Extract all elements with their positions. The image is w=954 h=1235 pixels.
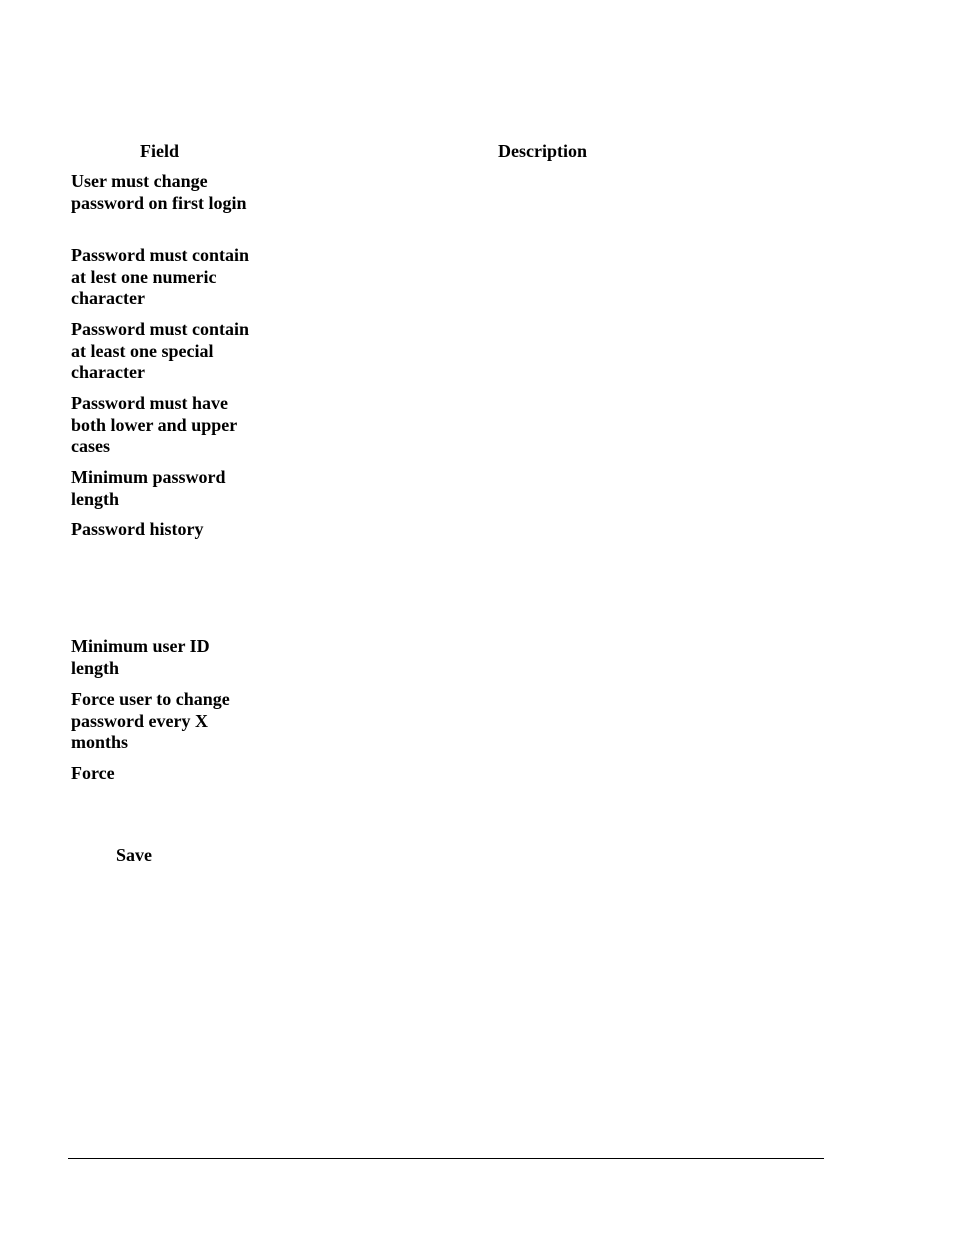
column-header-field: Field <box>140 141 179 161</box>
field-label-password-history: Password history <box>71 519 204 539</box>
field-label-minimum-user-id-length: Minimum user ID length <box>71 636 210 678</box>
field-label-change-password-first-login: User must change password on first login <box>71 171 247 213</box>
field-label-special-character: Password must contain at least one special character <box>71 319 250 382</box>
footer-divider <box>68 1158 824 1159</box>
field-label-lower-upper-cases: Password must have both lower and upper cases <box>71 393 237 456</box>
field-label-force-password-change-months: Force user to change password every X months <box>71 689 230 752</box>
field-label-minimum-password-length: Minimum password length <box>71 467 226 509</box>
field-label-numeric-character: Password must contain at lest one numeric character <box>71 245 250 308</box>
column-header-description: Description <box>498 141 587 161</box>
field-label-force: Force <box>71 763 115 783</box>
save-button[interactable]: Save <box>116 845 152 865</box>
